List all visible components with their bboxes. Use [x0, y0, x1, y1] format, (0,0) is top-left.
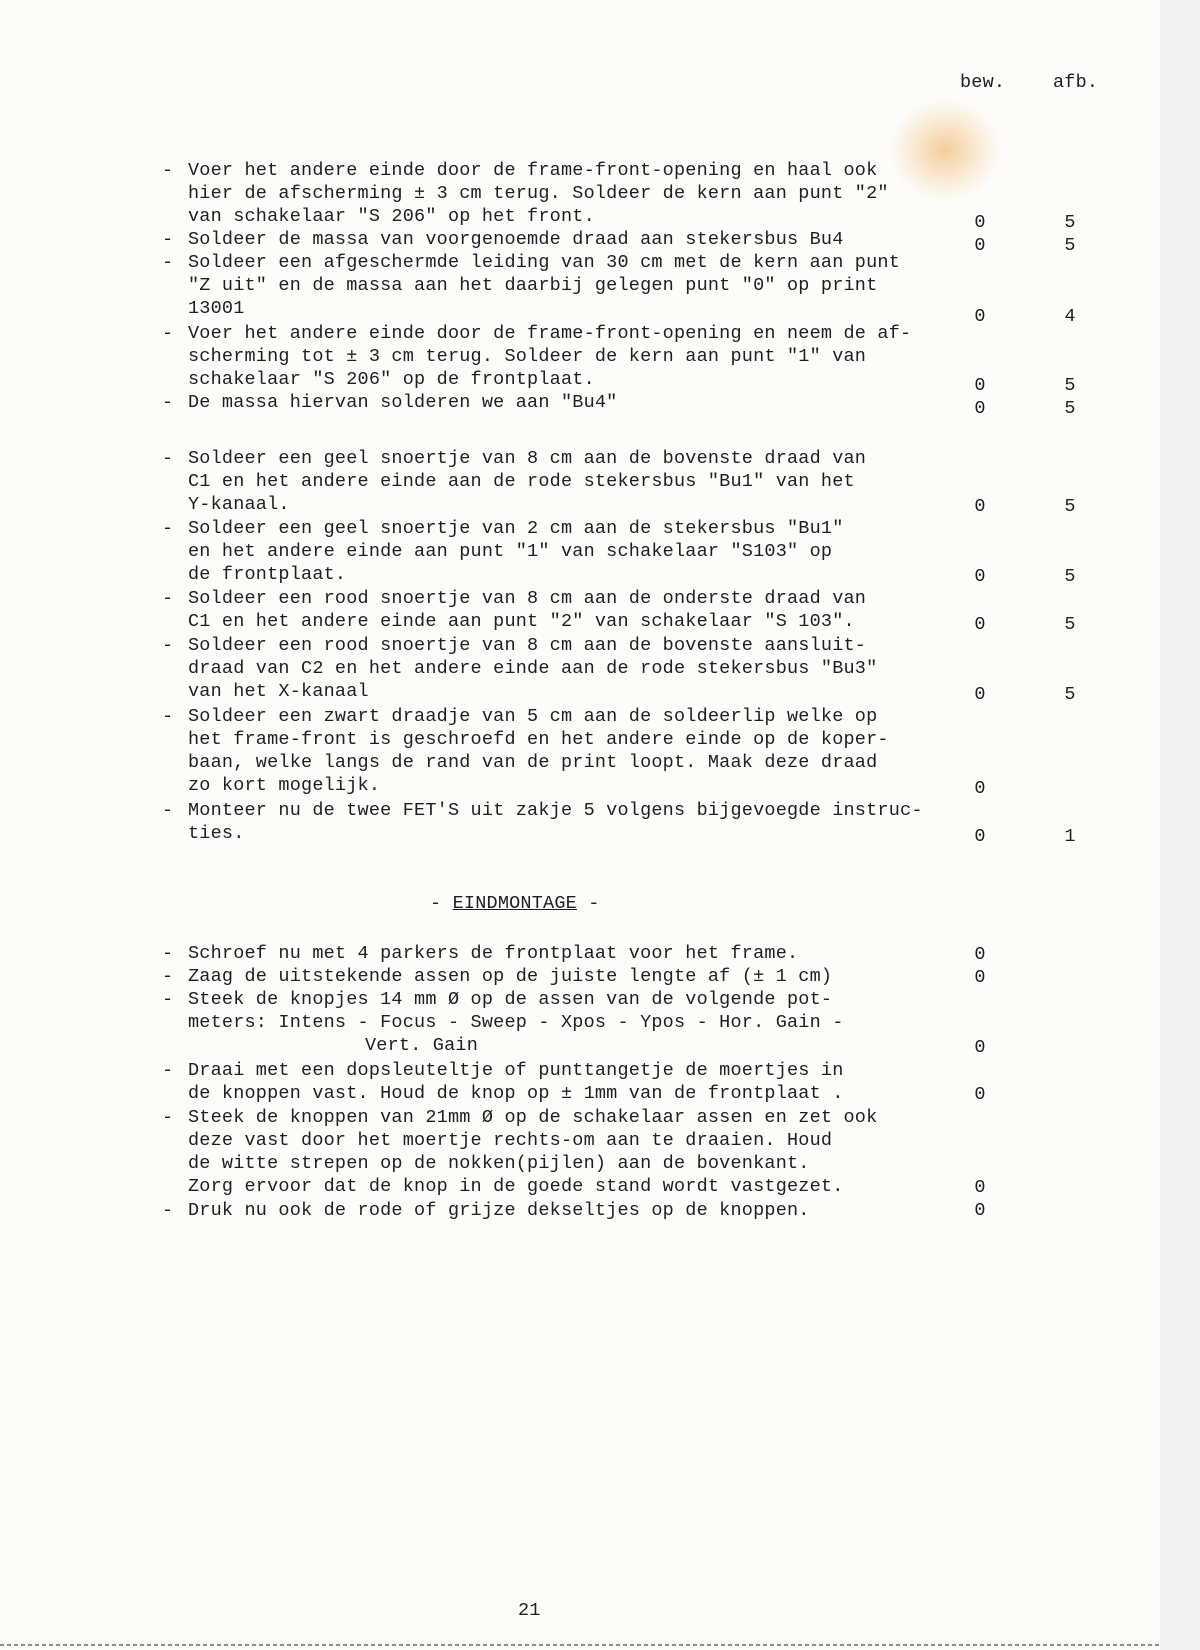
afb-value: 5 — [1064, 398, 1076, 419]
item-line: de witte strepen op de nokken(pijlen) aan de bovenkant. — [188, 1153, 810, 1174]
bullet-dash: - — [162, 943, 174, 964]
item-line: de frontplaat. — [188, 564, 347, 585]
section-title-text: EINDMONTAGE — [452, 893, 577, 914]
bew-value: 0 — [974, 1177, 986, 1198]
afb-value: 4 — [1064, 306, 1076, 327]
bew-value: 0 — [974, 944, 986, 965]
bullet-dash: - — [162, 323, 174, 344]
item-line: Vert. Gain — [365, 1035, 479, 1056]
afb-value: 5 — [1064, 375, 1076, 396]
bew-value: 0 — [974, 1200, 986, 1221]
stain-mark — [890, 100, 1000, 200]
bullet-dash: - — [162, 1060, 174, 1081]
column-header-bew: bew. — [960, 72, 1006, 93]
bullet-dash: - — [162, 588, 174, 609]
afb-value: 5 — [1064, 212, 1076, 233]
afb-value: 5 — [1064, 566, 1076, 587]
item-line: "Z uit" en de massa aan het daarbij gelegen punt "0" op print — [188, 275, 878, 296]
item-line: Soldeer een rood snoertje van 8 cm aan de bovenste aansluit- — [188, 635, 867, 656]
afb-value: 5 — [1064, 684, 1076, 705]
item-line: Draai met een dopsleuteltje of punttangetje de moertjes in — [188, 1060, 844, 1081]
item-line: C1 en het andere einde aan de rode stekersbus "Bu1" van het — [188, 471, 855, 492]
item-line: Voer het andere einde door de frame-front-opening en haal ook — [188, 160, 878, 181]
item-line: en het andere einde aan punt "1" van schakelaar "S103" op — [188, 541, 833, 562]
item-line: van schakelaar "S 206" op het front. — [188, 206, 595, 227]
bullet-dash: - — [162, 1107, 174, 1128]
item-line: Soldeer een afgeschermde leiding van 30 cm met de kern aan punt — [188, 252, 901, 273]
bullet-dash: - — [162, 448, 174, 469]
item-line: Y-kanaal. — [188, 494, 290, 515]
bullet-dash: - — [162, 635, 174, 656]
bew-value: 0 — [974, 398, 986, 419]
scan-edge — [1160, 0, 1200, 1650]
item-line: Monteer nu de twee FET'S uit zakje 5 volgens bijgevoegde instruc- — [188, 800, 923, 821]
item-line: Soldeer een geel snoertje van 8 cm aan de bovenste draad van — [188, 448, 867, 469]
bew-value: 0 — [974, 826, 986, 847]
bew-value: 0 — [974, 1037, 986, 1058]
section-title — [430, 893, 600, 914]
afb-value: 1 — [1064, 826, 1076, 847]
item-line: deze vast door het moertje rechts-om aan te draaien. Houd — [188, 1130, 833, 1151]
item-line: Schroef nu met 4 parkers de frontplaat voor het frame. — [188, 943, 799, 964]
item-line: Zorg ervoor dat de knop in de goede stand wordt vastgezet. — [188, 1176, 844, 1197]
item-line: meters: Intens - Focus - Sweep - Xpos - Ypos - Hor. Gain - — [188, 1012, 844, 1033]
bew-value: 0 — [974, 235, 986, 256]
bew-value: 0 — [974, 967, 986, 988]
item-line: zo kort mogelijk. — [188, 775, 381, 796]
bew-value: 0 — [974, 375, 986, 396]
item-line: van het X-kanaal — [188, 681, 369, 702]
item-line: baan, welke langs de rand van de print loopt. Maak deze draad — [188, 752, 878, 773]
item-line: Soldeer een rood snoertje van 8 cm aan de onderste draad van — [188, 588, 867, 609]
item-line: scherming tot ± 3 cm terug. Soldeer de kern aan punt "1" van — [188, 346, 867, 367]
item-line: Druk nu ook de rode of grijze dekseltjes op de knoppen. — [188, 1200, 810, 1221]
item-line: schakelaar "S 206" op de frontplaat. — [188, 369, 595, 390]
item-line: ties. — [188, 823, 245, 844]
item-line: het frame-front is geschroefd en het andere einde op de koper- — [188, 729, 889, 750]
bew-value: 0 — [974, 566, 986, 587]
column-header-afb: afb. — [1053, 72, 1099, 93]
bew-value: 0 — [974, 1084, 986, 1105]
afb-value: 5 — [1064, 235, 1076, 256]
page-number: 21 — [518, 1600, 541, 1621]
section-suffix: - — [576, 893, 600, 914]
item-line: Soldeer een geel snoertje van 2 cm aan de stekersbus "Bu1" — [188, 518, 844, 539]
bullet-dash: - — [162, 160, 174, 181]
bullet-dash: - — [162, 966, 174, 987]
bottom-edge-rule — [0, 1644, 1160, 1646]
item-line: De massa hiervan solderen we aan "Bu4" — [188, 392, 618, 413]
bew-value: 0 — [974, 496, 986, 517]
item-line: Soldeer de massa van voorgenoemde draad aan stekersbus Bu4 — [188, 229, 844, 250]
item-line: 13001 — [188, 298, 245, 319]
item-line: Voer het andere einde door de frame-front-opening en neem de af- — [188, 323, 912, 344]
item-line: Zaag de uitstekende assen op de juiste lengte af (± 1 cm) — [188, 966, 833, 987]
bew-value: 0 — [974, 778, 986, 799]
bullet-dash: - — [162, 800, 174, 821]
afb-value: 5 — [1064, 614, 1076, 635]
bew-value: 0 — [974, 306, 986, 327]
bullet-dash: - — [162, 1200, 174, 1221]
item-line: draad van C2 en het andere einde aan de rode stekersbus "Bu3" — [188, 658, 878, 679]
bullet-dash: - — [162, 392, 174, 413]
bew-value: 0 — [974, 212, 986, 233]
bullet-dash: - — [162, 989, 174, 1010]
item-line: Steek de knoppen van 21mm Ø op de schakelaar assen en zet ook — [188, 1107, 878, 1128]
item-line: hier de afscherming ± 3 cm terug. Soldeer de kern aan punt "2" — [188, 183, 889, 204]
afb-value: 5 — [1064, 496, 1076, 517]
bullet-dash: - — [162, 518, 174, 539]
bullet-dash: - — [162, 252, 174, 273]
item-line: Steek de knopjes 14 mm Ø op de assen van de volgende pot- — [188, 989, 833, 1010]
section-prefix: - — [430, 893, 453, 914]
item-line: Soldeer een zwart draadje van 5 cm aan de soldeerlip welke op — [188, 706, 878, 727]
bullet-dash: - — [162, 706, 174, 727]
bullet-dash: - — [162, 229, 174, 250]
item-line: C1 en het andere einde aan punt "2" van schakelaar "S 103". — [188, 611, 855, 632]
bew-value: 0 — [974, 684, 986, 705]
item-line: de knoppen vast. Houd de knop op ± 1mm van de frontplaat . — [188, 1083, 844, 1104]
bew-value: 0 — [974, 614, 986, 635]
